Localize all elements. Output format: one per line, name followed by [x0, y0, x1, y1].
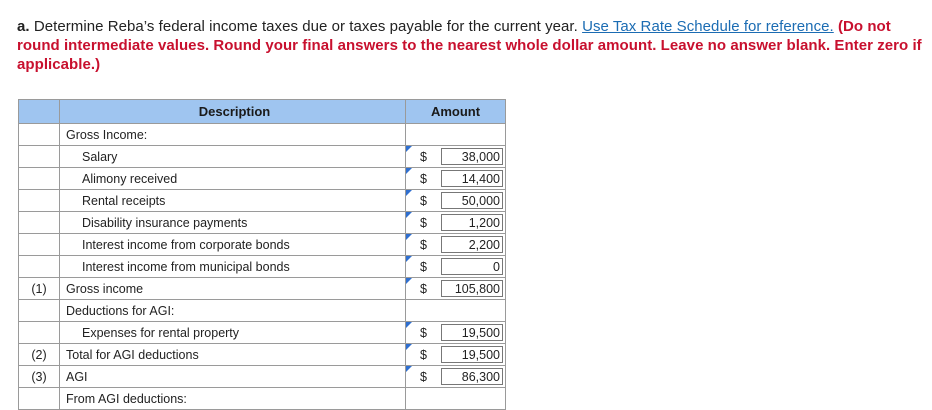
row-amount-cell: [406, 212, 506, 234]
table-row: [19, 322, 506, 344]
row-number: (3): [19, 366, 60, 388]
tax-rate-schedule-link[interactable]: Use Tax Rate Schedule for reference.: [582, 18, 834, 35]
answer-marker-icon: [406, 344, 412, 350]
row-label: Interest income from municipal bonds: [82, 259, 290, 274]
amount-entry: [406, 212, 505, 233]
amount-input[interactable]: 0: [441, 258, 503, 275]
row-amount-cell: [406, 366, 506, 388]
answer-marker-icon: [406, 146, 412, 152]
row-label: Gross income: [66, 281, 144, 296]
table-row: [19, 366, 506, 388]
answer-marker-icon: [406, 366, 412, 372]
table-row: [19, 212, 506, 234]
table-row: [19, 256, 506, 278]
row-number: (2): [19, 344, 60, 366]
dollar-sign: $: [420, 260, 427, 274]
question-text: [17, 17, 922, 74]
row-description-cell: [60, 168, 406, 190]
table-row: [19, 146, 506, 168]
answer-marker-icon: [406, 212, 412, 218]
row-label: AGI: [66, 369, 88, 384]
row-label: Gross Income:: [66, 127, 148, 142]
amount-entry: [406, 256, 505, 277]
table-header-row: [19, 100, 506, 124]
table-row: [19, 344, 506, 366]
part-label: a.: [17, 18, 30, 35]
row-amount-cell: [406, 388, 506, 410]
row-amount-cell: [406, 256, 506, 278]
table-row: [19, 388, 506, 410]
row-description-cell: [60, 278, 406, 300]
table-row: [19, 278, 506, 300]
table-row: [19, 124, 506, 146]
row-number: (1): [19, 278, 60, 300]
row-amount-cell: [406, 168, 506, 190]
row-description-cell: [60, 388, 406, 410]
row-number: [19, 190, 60, 212]
dollar-sign: $: [420, 348, 427, 362]
amount-entry: [406, 278, 505, 299]
answer-marker-icon: [406, 190, 412, 196]
amount-entry: [406, 190, 505, 211]
amount-entry: [406, 344, 505, 365]
row-label: Rental receipts: [82, 193, 166, 208]
amount-input[interactable]: 50,000: [441, 192, 503, 209]
row-description-cell: [60, 300, 406, 322]
amount-entry: [406, 168, 505, 189]
row-amount-cell: [406, 124, 506, 146]
row-description-cell: [60, 366, 406, 388]
amount-entry: [406, 366, 505, 387]
amount-entry: [406, 234, 505, 255]
table-row: [19, 300, 506, 322]
row-label: Disability insurance payments: [82, 215, 248, 230]
answer-marker-icon: [406, 256, 412, 262]
dollar-sign: $: [420, 150, 427, 164]
row-number: [19, 322, 60, 344]
row-amount-cell: [406, 234, 506, 256]
row-description-cell: [60, 212, 406, 234]
table-body: [19, 124, 506, 410]
row-amount-cell: [406, 146, 506, 168]
row-description-cell: [60, 234, 406, 256]
header-num: [19, 100, 60, 124]
amount-input[interactable]: 1,200: [441, 214, 503, 231]
table-row: [19, 168, 506, 190]
amount-input[interactable]: 19,500: [441, 346, 503, 363]
dollar-sign: $: [420, 282, 427, 296]
row-label: From AGI deductions:: [66, 391, 187, 406]
row-label: Interest income from corporate bonds: [82, 237, 290, 252]
row-amount-cell: [406, 300, 506, 322]
amount-input[interactable]: 2,200: [441, 236, 503, 253]
amount-input[interactable]: 14,400: [441, 170, 503, 187]
dollar-sign: $: [420, 238, 427, 252]
question-body: Determine Reba’s federal income taxes due or taxes payable for the current year.: [29, 18, 583, 35]
row-description-cell: [60, 256, 406, 278]
answer-marker-icon: [406, 278, 412, 284]
amount-entry: [406, 322, 505, 343]
row-amount-cell: [406, 344, 506, 366]
row-label: Alimony received: [82, 171, 178, 186]
answer-marker-icon: [406, 168, 412, 174]
row-amount-cell: [406, 278, 506, 300]
dollar-sign: $: [420, 172, 427, 186]
row-label: Deductions for AGI:: [66, 303, 175, 318]
row-label: Expenses for rental property: [82, 325, 240, 340]
amount-entry: [406, 146, 505, 167]
dollar-sign: $: [420, 370, 427, 384]
row-number: [19, 212, 60, 234]
answer-marker-icon: [406, 234, 412, 240]
row-amount-cell: [406, 322, 506, 344]
row-description-cell: [60, 322, 406, 344]
table-row: [19, 190, 506, 212]
row-number: [19, 256, 60, 278]
amount-input[interactable]: 38,000: [441, 148, 503, 165]
row-description-cell: [60, 124, 406, 146]
row-amount-cell: [406, 190, 506, 212]
header-amount: Amount: [406, 100, 506, 124]
row-description-cell: [60, 190, 406, 212]
dollar-sign: $: [420, 194, 427, 208]
row-description-cell: [60, 344, 406, 366]
dollar-sign: $: [420, 216, 427, 230]
row-number: [19, 168, 60, 190]
dollar-sign: $: [420, 326, 427, 340]
header-description: Description: [60, 100, 406, 124]
row-number: [19, 388, 60, 410]
row-number: [19, 124, 60, 146]
amount-input[interactable]: 105,800: [441, 280, 503, 297]
row-description-cell: [60, 146, 406, 168]
income-table: [18, 99, 506, 410]
instructions: (Do not round intermediate values. Round your final answers to the nearest whole dollar amount. Leave no answer blank. Enter zero if applicable.): [17, 18, 922, 73]
row-number: [19, 300, 60, 322]
table-row: [19, 234, 506, 256]
answer-marker-icon: [406, 322, 412, 328]
amount-input[interactable]: 86,300: [441, 368, 503, 385]
row-label: Total for AGI deductions: [66, 347, 199, 362]
row-label: Salary: [82, 149, 118, 164]
row-number: [19, 234, 60, 256]
amount-input[interactable]: 19,500: [441, 324, 503, 341]
row-number: [19, 146, 60, 168]
